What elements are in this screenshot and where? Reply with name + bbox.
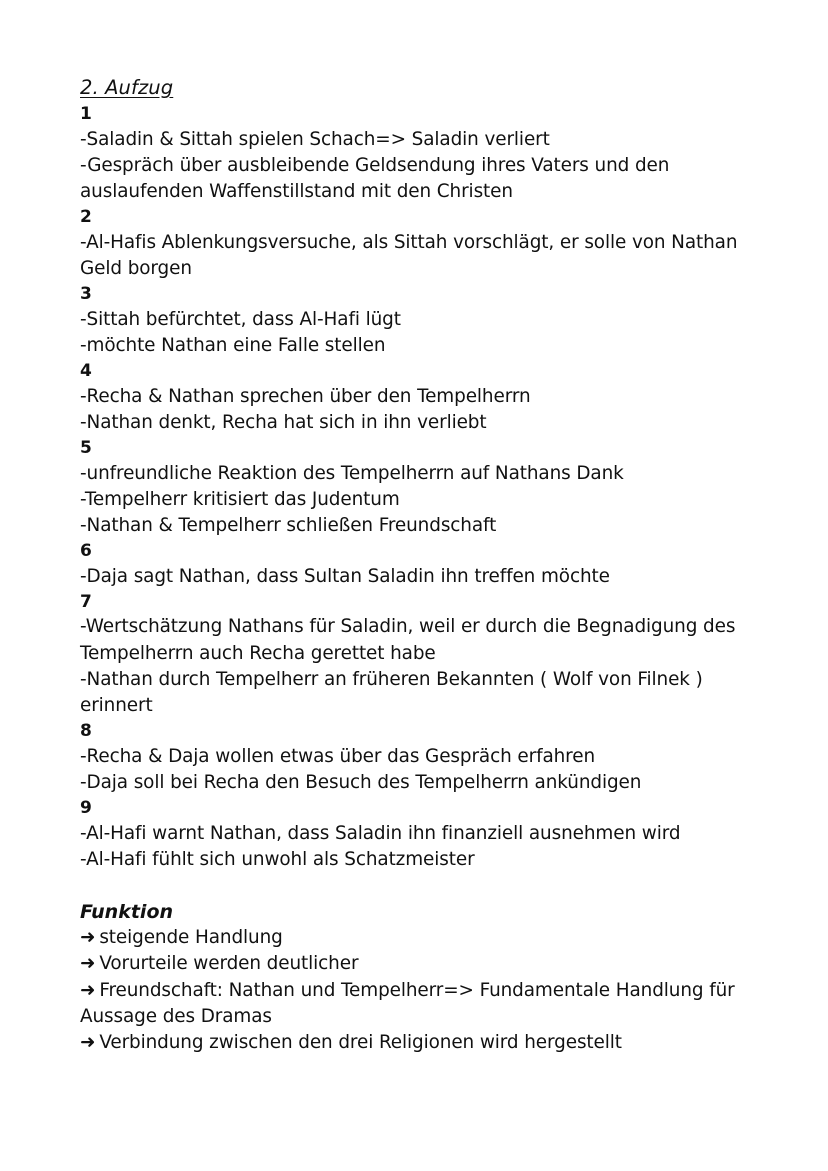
scene-block — [80, 282, 748, 359]
scene-line: -Sittah befürchtet, dass Al-Hafi lügt — [80, 308, 401, 330]
scene-line: -Wertschätzung Nathans für Saladin, weil er durch die Begnadigung des Tempelherrn auch Recha gerettet habe — [80, 616, 736, 664]
arrow-icon: ➜ — [80, 927, 96, 949]
section-spacer — [80, 873, 748, 899]
arrow-icon: ➜ — [80, 1031, 96, 1053]
scene-line: -Nathan durch Tempelherr an früheren Bekannten ( Wolf von Filnek ) erinnert — [80, 668, 703, 716]
function-item-label: steigende Handlung — [99, 927, 283, 949]
scene-number: 7 — [80, 591, 92, 612]
scene-block — [80, 719, 748, 796]
scene-number: 9 — [80, 797, 92, 818]
page-title: 2. Aufzug — [80, 76, 174, 99]
scene-number: 2 — [80, 207, 92, 228]
scene-line: -Nathan denkt, Recha hat sich in ihn verliebt — [80, 411, 487, 433]
scene-line: -Al-Hafis Ablenkungsversuche, als Sittah vorschlägt, er solle von Nathan Geld borgen — [80, 232, 738, 280]
scene-line: -Saladin & Sittah spielen Schach=> Saladin verliert — [80, 129, 550, 151]
scene-number: 3 — [80, 284, 92, 305]
function-item-label: Verbindung zwischen den drei Religionen wird hergestellt — [99, 1031, 622, 1053]
function-item-label: Freundschaft: Nathan und Tempelherr=> Fundamentale Handlung für Aussage des Dramas — [80, 979, 735, 1027]
scene-number: 1 — [80, 104, 92, 125]
scene-line: -Al-Hafi fühlt sich unwohl als Schatzmeister — [80, 848, 475, 870]
scene-list — [80, 102, 748, 872]
scene-line: -Recha & Daja wollen etwas über das Gespräch erfahren — [80, 745, 596, 767]
scene-number: 6 — [80, 541, 92, 562]
function-item — [80, 978, 748, 1030]
scene-line: -Recha & Nathan sprechen über den Tempelherrn — [80, 385, 531, 407]
scene-line: -Tempelherr kritisiert das Judentum — [80, 488, 400, 510]
scene-block — [80, 436, 748, 539]
arrow-icon: ➜ — [80, 953, 96, 975]
scene-line: -Daja soll bei Recha den Besuch des Tempelherrn ankündigen — [80, 771, 642, 793]
scene-line: -Daja sagt Nathan, dass Sultan Saladin ihn treffen möchte — [80, 565, 610, 587]
function-item — [80, 1030, 748, 1056]
scene-line: -Nathan & Tempelherr schließen Freundschaft — [80, 514, 497, 536]
scene-number: 5 — [80, 438, 92, 459]
function-item-label: Vorurteile werden deutlicher — [99, 953, 359, 975]
scene-block — [80, 796, 748, 873]
scene-line: -möchte Nathan eine Falle stellen — [80, 335, 386, 357]
scene-block — [80, 102, 748, 205]
function-section — [80, 899, 748, 1056]
scene-block — [80, 590, 748, 719]
scene-number: 8 — [80, 720, 92, 741]
arrow-icon: ➜ — [80, 979, 96, 1001]
scene-block — [80, 539, 748, 590]
scene-line: -unfreundliche Reaktion des Tempelherrn auf Nathans Dank — [80, 462, 624, 484]
scene-block — [80, 359, 748, 436]
scene-line: -Al-Hafi warnt Nathan, dass Saladin ihn finanziell ausnehmen wird — [80, 822, 681, 844]
scene-number: 4 — [80, 361, 92, 382]
function-item — [80, 951, 748, 977]
scene-block — [80, 205, 748, 282]
function-item — [80, 925, 748, 951]
scene-line: -Gespräch über ausbleibende Geldsendung ihres Vaters und den auslaufenden Waffenstillstand mit den Christen — [80, 155, 670, 203]
section-heading: Funktion — [80, 900, 174, 923]
